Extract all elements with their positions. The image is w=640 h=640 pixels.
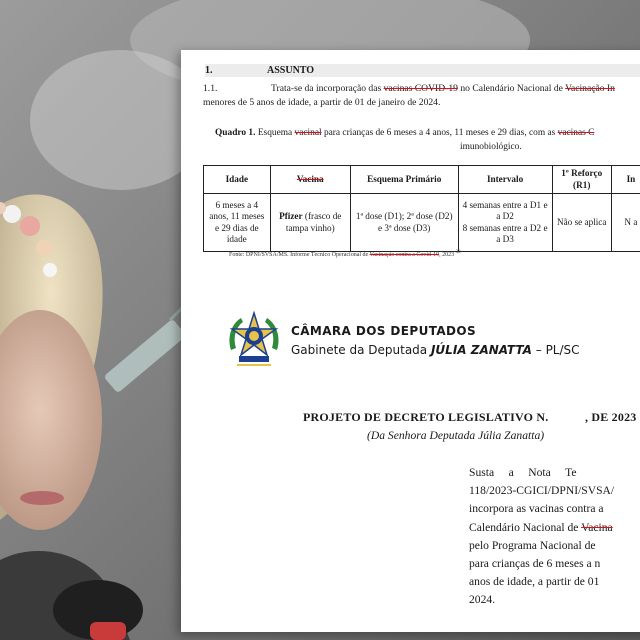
cell-vacina: Pfizer (frasco de tampa vinho) (270, 194, 350, 252)
cell-extra: N a (611, 194, 640, 252)
header-extra: In (611, 166, 640, 194)
document-page: 1. ASSUNTO 1.1. Trata-se da incorporação das vacinas COVID-19 no Calendário Nacional de Vacinação In menores de 5 anos de idade, a partir de 01 de janeiro de 2024. Quadro 1. Esquema vacinal para crianças de 6 meses a 4 anos, 11 meses e 29 dias, com as vacinas C imunobiológico. Idade Vacina Esquema Primário Intervalo 1º Reforço (R1) In 6 meses a 4 anos, 11 meses e 29 dias de idade Pfizer (frasco de tampa vinho) 1ª dose (D1); 2ª dose (D2) e 3ª dose (D3) 4 semanas entre a D1 e a D2 8 semanas entre a D2 e a D3 Não se aplica N a Fonte: DPNI/SVSA/MS. Informe Técnico Operacional de Vacinação contra a Covid-19, 2023 $^{32}$ CÂMARA DOS DEPUTADOS Gabinete da Deputada JÚLIA ZANATTA – PL/SC PROJETO DE DECRETO LEGISLATIVO N. , DE 2023 (Da Senhora Deputada Júlia Zanatta) Susta a Nota Te 118/2023-CGICI/DPNI/SVSA/ incorpora as vacinas contra a Calendário Nacional de Vacina pelo Programa Nacional de para crianças de 6 meses a n anos de idade, a partir de 01 2024. (181, 50, 640, 632)
quadro-caption: Quadro 1. Esquema vacinal para crianças de 6 meses a 4 anos, 11 meses e 29 dias, com as vacinas C imunobiológico. (215, 128, 595, 152)
table-row (204, 194, 640, 252)
header-reforco: 1º Reforço (R1) (552, 166, 611, 194)
cell-idade: 6 meses a 4 anos, 11 meses e 29 dias de idade (204, 194, 271, 252)
paragraph-line-2: menores de 5 anos de idade, a partir de 01 de janeiro de 2024. (203, 97, 441, 108)
author-line: (Da Senhora Deputada Júlia Zanatta) (367, 429, 545, 442)
camara-title: CÂMARA DOS DEPUTADOS (291, 324, 477, 338)
ementa-text: Susta a Nota Te 118/2023-CGICI/DPNI/SVSA/ incorpora as vacinas contra a Calendário Nacional de Vacina pelo Programa Nacional de para crianças de 6 meses a n anos de idade, a partir de 01 2024. (469, 466, 615, 607)
table-source-note: Fonte: DPNI/SVSA/MS. Informe Técnico Operacional de Vacinação contra a Covid-19, 2023 $^{32}$ (229, 250, 461, 258)
brazil-coat-of-arms-icon (225, 310, 283, 370)
header-esquema: Esquema Primário (350, 166, 458, 194)
cell-intervalo: 4 semanas entre a D1 e a D2 8 semanas entre a D2 e a D3 (458, 194, 552, 252)
vaccine-schedule-table (203, 165, 640, 252)
microphone-shape (53, 580, 143, 640)
table-header-row (204, 166, 640, 194)
paragraph-line-1: Trata-se da incorporação das vacinas COVID-19 no Calendário Nacional de Vacinação In (271, 83, 615, 94)
cell-esquema: 1ª dose (D1); 2ª dose (D2) e 3ª dose (D3) (350, 194, 458, 252)
header-idade: Idade (204, 166, 271, 194)
header-intervalo: Intervalo (458, 166, 552, 194)
projeto-title: PROJETO DE DECRETO LEGISLATIVO N. , DE 2023 (303, 410, 637, 424)
section-heading: 1. ASSUNTO (205, 64, 640, 77)
header-vacina: Vacina (270, 166, 350, 194)
cell-reforco: Não se aplica (552, 194, 611, 252)
gabinete-line: Gabinete da Deputada JÚLIA ZANATTA – PL/SC (291, 343, 580, 357)
